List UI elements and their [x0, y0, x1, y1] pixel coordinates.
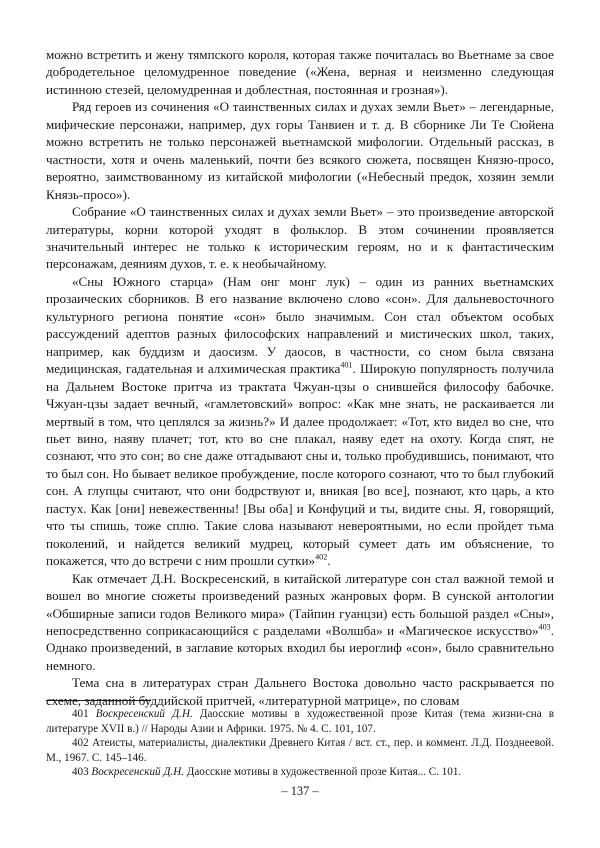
paragraph-5 — [46, 570, 554, 675]
paragraph-3: Собрание «О таинственных силах и духах земли Вьет» – это произведение авторской литературы, корни которой уходят в фольклор. В этом сочинении проявляется значительный интерес не только к историческим героям, но и к фантастическим персонажам, деяниям духов, т. е. к необычайному. — [46, 204, 554, 272]
footnote-separator-rule — [46, 700, 151, 701]
footnote-number-401: 401 — [72, 708, 89, 720]
paragraph-4-text-tail: . — [327, 553, 331, 569]
footnote-ref-402[interactable]: 402 — [315, 552, 328, 562]
footnote-author-401: Воскресенский Д.Н. — [95, 708, 193, 720]
footnote-text-403: Даосские мотивы в художественной прозе Китая... С. 101. — [184, 766, 462, 779]
footnote-item-403 — [46, 765, 554, 780]
paragraph-4 — [46, 273, 554, 570]
page-number: – 137 – — [281, 784, 319, 798]
paragraph-2: Ряд героев из сочинения «О таинственных силах и духах земли Вьет» – легендарные, мифические персонажи, например, дух горы Танвиен и т. д. В сборнике Ли Те Сюйена можно встретить не только персонажей вьетнамской мифологии. Отдельный рассказ, в частности, хотя и очень маленький, почти без всякого сюжета, посвящен Князю-просо, вероятно, заимствованному из китайской мифологии («Небесный предок, хозяин земли Князь-просо»). — [46, 99, 554, 202]
paragraph-5-text-after-footnote-403: . Однако произведений, в заглавие которых входил бы иероглиф «сон», было сравнительно немного. — [46, 622, 554, 673]
paragraph-1: можно встретить и жену тямпского короля, которая также почиталась во Вьетнаме за свое добродетельное целомудренное поведение («Жена, верная и неизменно следующая истинною стезей, целомудренная и доблестная, постоянная и грозная»). — [46, 47, 554, 97]
footnote-text-401: Даосские мотивы в художественной прозе Китая (тема жизни-сна в литературе XVII в.) // Народы Азии и Африки. 1975. № 4. С. 101, 107. — [46, 708, 554, 735]
footnote-ref-401[interactable]: 401 — [340, 360, 353, 370]
footnote-ref-403[interactable]: 403 — [538, 622, 551, 632]
footnote-text-402: Атеисты, материалисты, диалектики Древнего Китая / вст. ст., пер. и коммент. Л.Д. Позднеевой. М., 1967. С. 145–146. — [46, 737, 554, 764]
paragraph-5-text-before-footnote-403: Как отмечает Д.Н. Воскресенский, в китайской литературе сон стал важной темой и вошел во многие сюжеты произведений разных жанровых форм. В сунской антологии «Обширные записи годов Великого мира» (Тайпин гуанцзи) есть большой раздел «Сны», непосредственно соприкасающийся с разделами «Волшба» и «Магическое искусство» — [46, 570, 554, 638]
footnote-item-401 — [46, 707, 554, 736]
footnote-item-402 — [46, 736, 554, 765]
paragraph-6: Тема сна в литературах стран Дальнего Востока довольно часто раскрывается по схеме, заданной буддийской притчей, «литературной матрице», по словам — [46, 675, 554, 708]
body-text-column — [46, 46, 554, 709]
paragraph-4-text-after-footnote-401: . Широкую популярность получила на Дальнем Востоке притча из трактата Чжуан-цзы о снившейся философу бабочке. Чжуан-цзы задает вечный, «гамлетовский» вопрос: «Как мне знать, не раскаивается ли мертвый в том, что цеплялся за жизнь?» И далее продолжает: «Тот, кто видел во сне, что пьет вино, наяву плачет; тот, кто во сне плакал, наяву едет на охоту. Когда спят, не сознают, что это сон; во сне даже отгадывают сны и, только пробудившись, понимают, что то был сон. Но бывает великое пробуждение, после которого сознают, что то был глубокий сон. А глупцы считают, что они бодрствуют и, вникая [во все], познают, кто царь, а кто пастух. Как [они] невежественны! [Вы оба] и Конфуций и ты, видите сны. Я, говорящий, что ты спишь, тоже сплю. Такие слова называют невероятными, но если пройдет тьма поколений, и найдется великий мудрец, который сумеет дать им объяснение, то покажется, что до встречи с ним прошли сутки» — [46, 361, 554, 569]
footnote-list — [46, 707, 554, 780]
footnote-number-403: 403 — [72, 766, 89, 779]
footnote-author-403: Воскресенский Д.Н. — [91, 766, 184, 779]
paragraph-4-text-before-footnote-401: «Сны Южного старца» (Нам онг монг лук) – один из ранних вьетнамских прозаических сборников. В его название включено слово «сон». Для дальневосточного культурного региона понятие «сон» было значимым. Сон стал объектом особых рассуждений адептов разных философских направлений и мистических школ, таких, например, как буддизм и даосизм. У даосов, в частности, со сном была связана медицинская, гадательная и алхимическая практика — [46, 273, 554, 377]
footnotes-block — [46, 700, 554, 780]
footnote-number-402: 402 — [72, 737, 89, 750]
